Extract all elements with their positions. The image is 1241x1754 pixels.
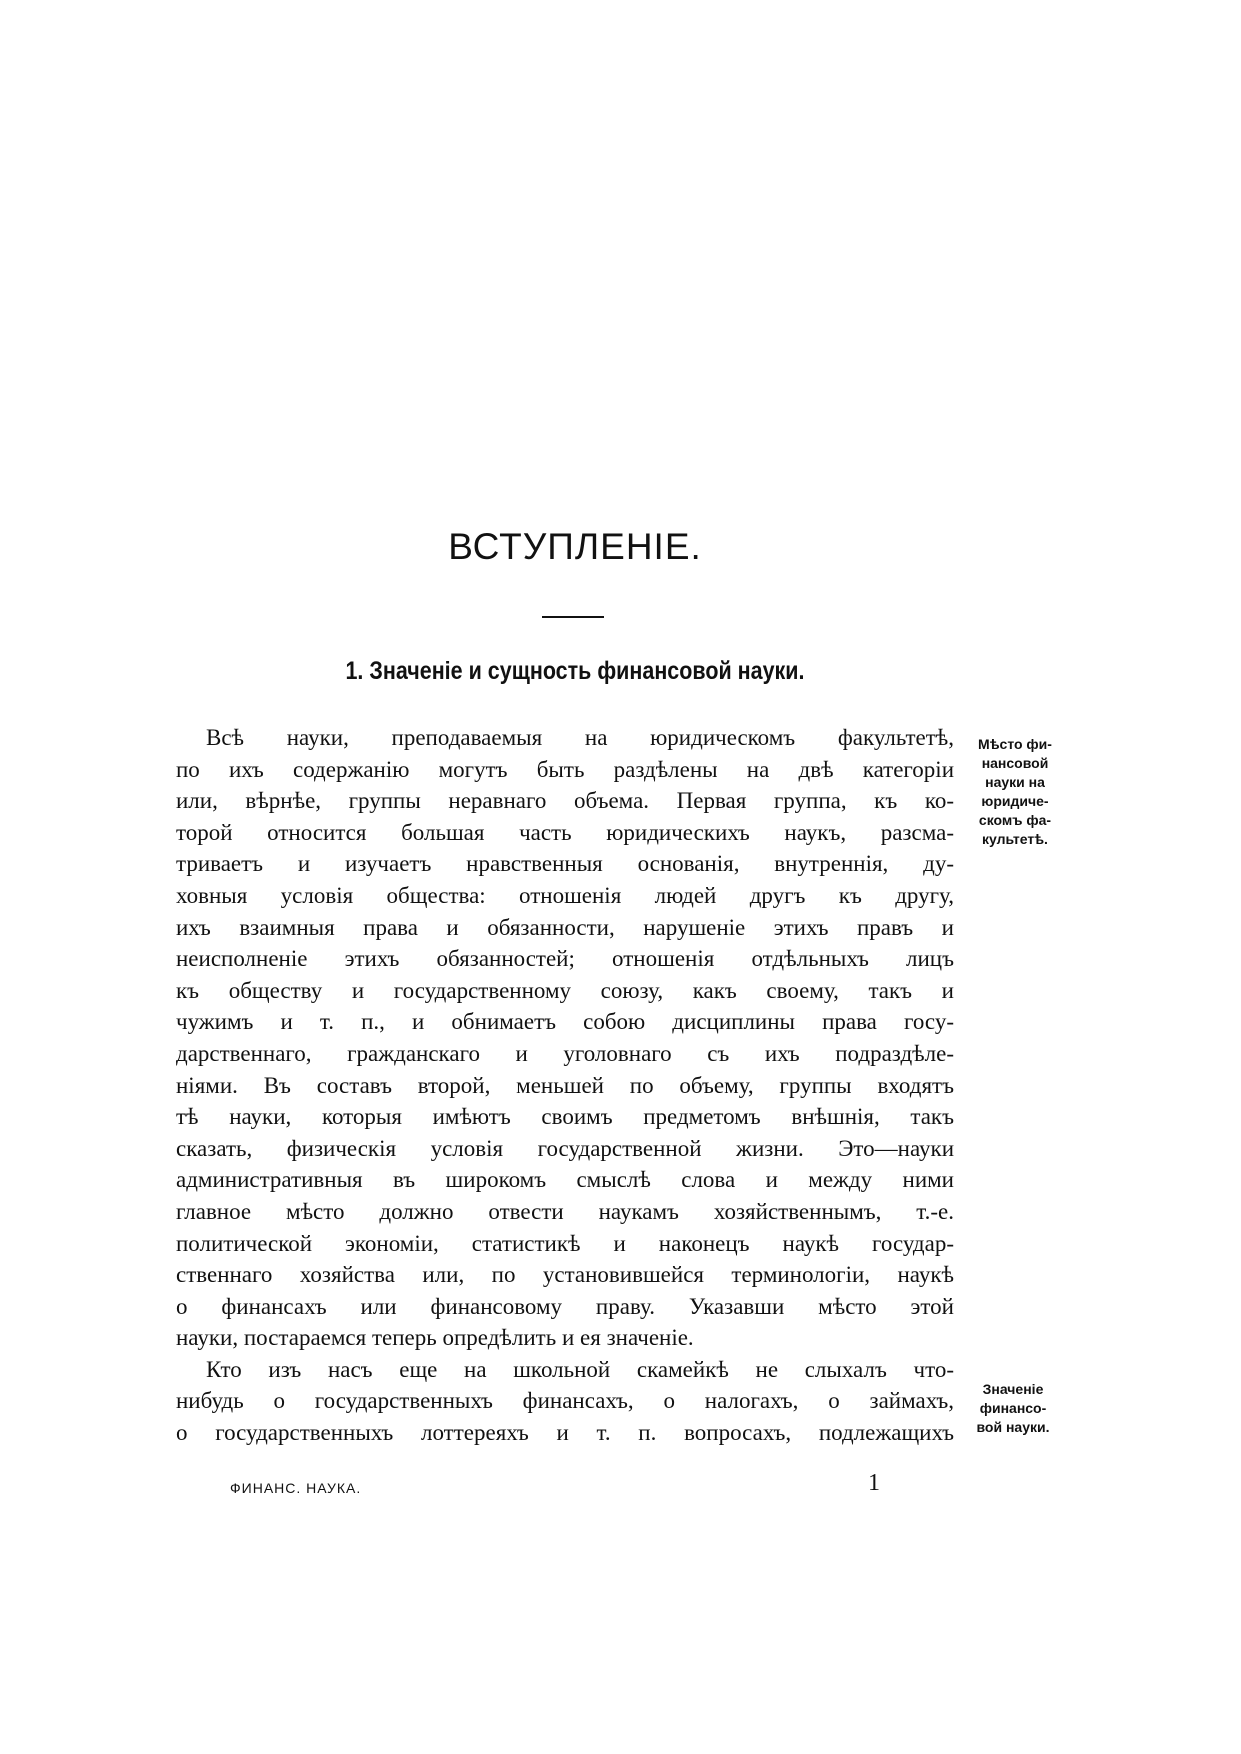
body-line: сказать, физическія условія государственной жизни. Это—науки (176, 1135, 954, 1161)
margin-note-line: науки на (985, 774, 1045, 790)
margin-note-significance (958, 1380, 1068, 1437)
margin-note-line: Значеніе (982, 1381, 1044, 1397)
body-line: торой относится большая часть юридическихъ наукъ, разсма- (176, 819, 954, 845)
body-line: Кто изъ насъ еще на школьной скамейкѣ не слыхалъ что- (206, 1356, 954, 1382)
footer-signature: ФИНАНС. НАУКА. (230, 1480, 362, 1496)
body-text (176, 722, 954, 1449)
body-line: по ихъ содержанію могутъ быть раздѣлены на двѣ категоріи (176, 756, 954, 782)
page-number: 1 (868, 1470, 880, 1496)
body-line: чужимъ и т. п., и обнимаетъ собою дисциплины права госу- (176, 1009, 954, 1035)
body-line: ніями. Въ составъ второй, меньшей по объему, группы входятъ (176, 1072, 954, 1098)
body-line: политической экономіи, статистикѣ и наконецъ наукѣ государ- (176, 1230, 954, 1256)
body-line: науки, постараемся теперь опредѣлить и ея значеніе. (176, 1325, 694, 1351)
body-line: или, вѣрнѣе, группы неравнаго объема. Первая группа, къ ко- (176, 788, 954, 814)
section-heading: 1. Значеніе и сущность финансовой науки. (345, 657, 805, 685)
body-line: ховныя условія общества: отношенія людей другъ къ другу, (176, 882, 954, 908)
body-line: о финансахъ или финансовому праву. Указавши мѣсто этой (176, 1293, 954, 1319)
margin-note-line: вой науки. (976, 1419, 1050, 1435)
body-line: къ обществу и государственному союзу, какъ своему, такъ и (176, 977, 954, 1003)
margin-note-line: Мѣсто фи- (978, 736, 1052, 752)
body-line: нибудь о государственныхъ финансахъ, о налогахъ, о займахъ, (176, 1388, 954, 1414)
margin-note-line: культетѣ. (982, 831, 1048, 847)
body-line: главное мѣсто должно отвести наукамъ хозяйственнымъ, т.-е. (176, 1198, 954, 1224)
chapter-title: ВСТУПЛЕНІЕ. (448, 526, 702, 567)
body-line: тѣ науки, которыя имѣютъ своимъ предметомъ внѣшнія, такъ (176, 1104, 954, 1130)
margin-note-line: нансовой (981, 755, 1049, 771)
body-line: дарственнаго, гражданскаго и уголовнаго съ ихъ подраздѣле- (176, 1040, 954, 1066)
body-line: административныя въ широкомъ смыслѣ слова и между ними (176, 1167, 954, 1193)
body-line: ихъ взаимныя права и обязанности, нарушеніе этихъ правъ и (176, 914, 954, 940)
body-line: ственнаго хозяйства или, по установившейся терминологіи, наукѣ (176, 1262, 954, 1288)
title-divider (542, 616, 604, 618)
margin-note-line: финансо- (979, 1400, 1047, 1416)
margin-note-place-of-science (960, 735, 1070, 849)
body-line: неисполненіе этихъ обязанностей; отношенія отдѣльныхъ лицъ (176, 946, 954, 972)
margin-note-line: юридиче- (981, 793, 1049, 809)
body-line: триваетъ и изучаетъ нравственныя основанія, внутреннія, ду- (176, 851, 954, 877)
margin-note-line: скомъ фа- (978, 812, 1052, 828)
body-line: Всѣ науки, преподаваемыя на юридическомъ факультетѣ, (206, 725, 954, 750)
body-line: о государственныхъ лоттереяхъ и т. п. вопросахъ, подлежащихъ (176, 1420, 954, 1446)
